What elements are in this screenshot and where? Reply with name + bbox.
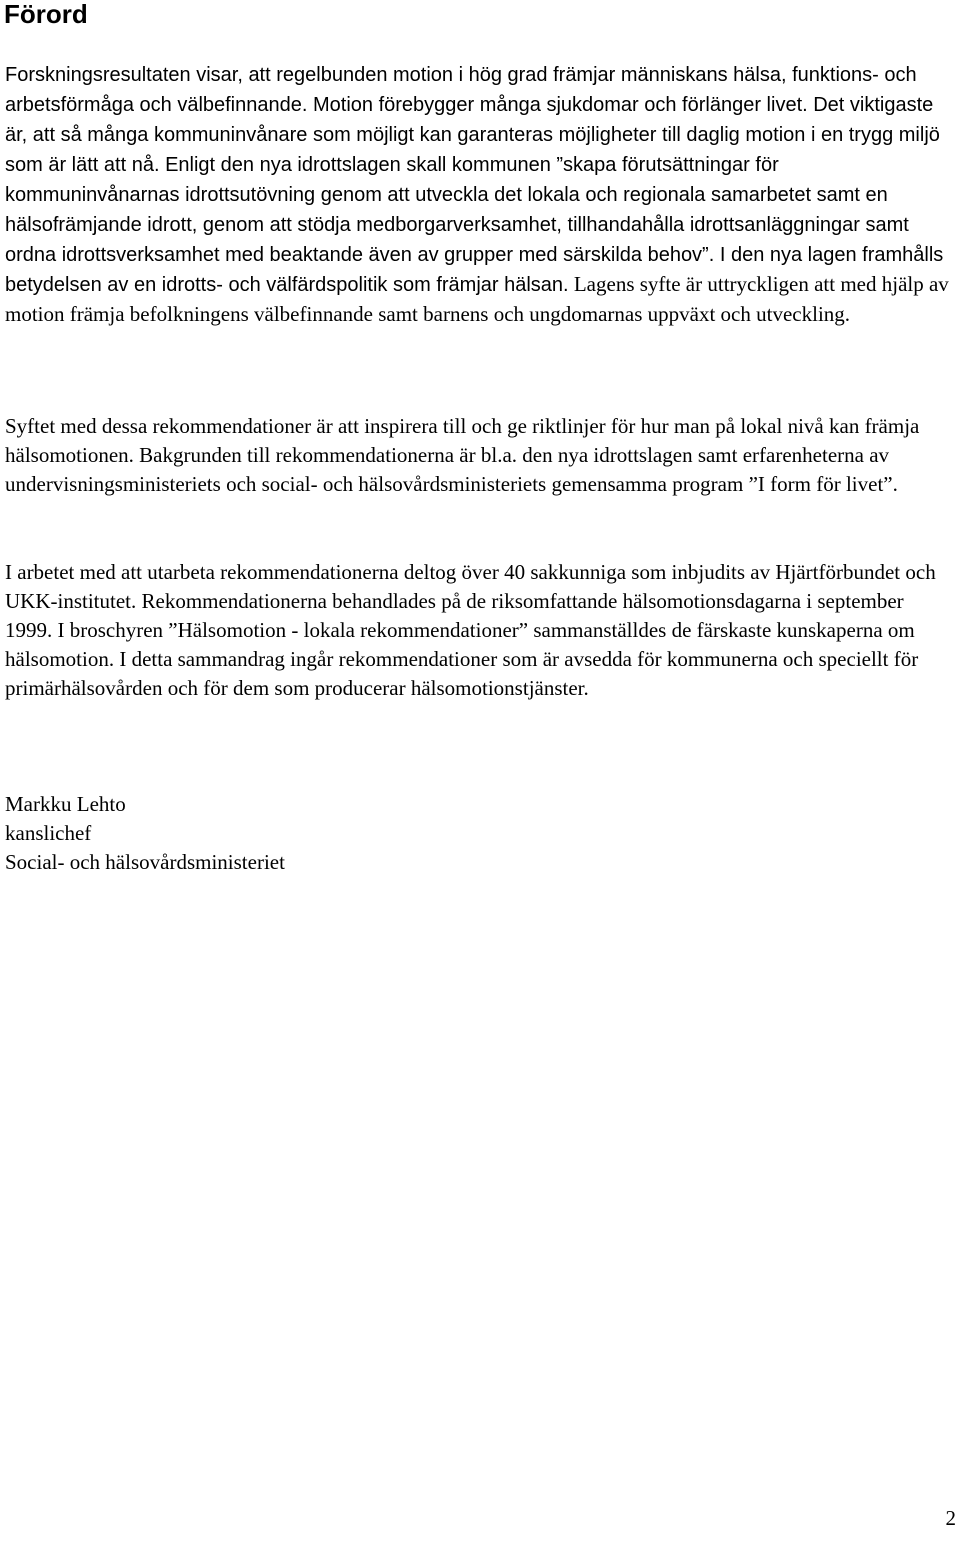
- page-heading: Förord: [4, 0, 88, 29]
- paragraph-purpose: Syftet med dessa rekommendationer är att inspirera till och ge riktlinjer för hur man på lokal nivå kan främja hälsomotionen. Bakgrunden till rekommendationerna är bl.a. den nya idrottslagen samt erfarenheterna av undervisningsministeriets och social- och hälsovårdsministeriets gemensamma program ”I form för livet”.: [5, 414, 920, 496]
- page-number: 2: [945, 1506, 956, 1530]
- paragraph-intro-part-a: Forskningsresultaten visar, att regelbunden motion i hög grad främjar människans hälsa, funktions- och arbetsförmåga och välbefinnande. Motion förebygger många sjukdomar och förlänger livet. Det viktigaste är, att så många kommuninvånare som möjligt kan garanteras möjligheter till daglig motion i en trygg miljö som är lätt att nå. Enligt den nya idrottslagen skall kommunen ”skapa förutsättningar för kommuninvånarnas idrottsutövning genom att utveckla det lokala och regionala samarbetet samt en hälsofrämjande idrott, genom att stödja medborgarverksamhet, tillhandahålla idrottsanläggningar samt ordna idrottsverksamhet med beaktande även av grupper med särskilda behov”. I den nya lagen framhålls betydelsen av en idrotts- och välfärdspolitik som främjar hälsan.: [5, 64, 944, 296]
- paragraph-intro: [5, 60, 955, 329]
- signature-block: [5, 790, 285, 877]
- signature-organization: Social- och hälsovårdsministeriet: [5, 850, 285, 874]
- signature-title: kanslichef: [5, 821, 92, 845]
- paragraph-intro-part-b: Lagens syfte är uttryckligen att med hjälp av motion främja befolkningens välbefinnande samt barnens och ungdomarnas uppväxt och utveckling.: [5, 272, 949, 326]
- signature-name: Markku Lehto: [5, 792, 126, 816]
- paragraph-work: I arbetet med att utarbeta rekommendationerna deltog över 40 sakkunniga som inbjudits av Hjärtförbundet och UKK-institutet. Rekommendationerna behandlades på de riksomfattande hälsomotionsdagarna i september 1999. I broschyren ”Hälsomotion - lokala rekommendationer” sammanställdes de färskaste kunskaperna om hälsomotion. I detta sammandrag ingår rekommendationer som är avsedda för kommunerna och speciellt för primärhälsovården och för dem som producerar hälsomotionstjänster.: [5, 560, 936, 700]
